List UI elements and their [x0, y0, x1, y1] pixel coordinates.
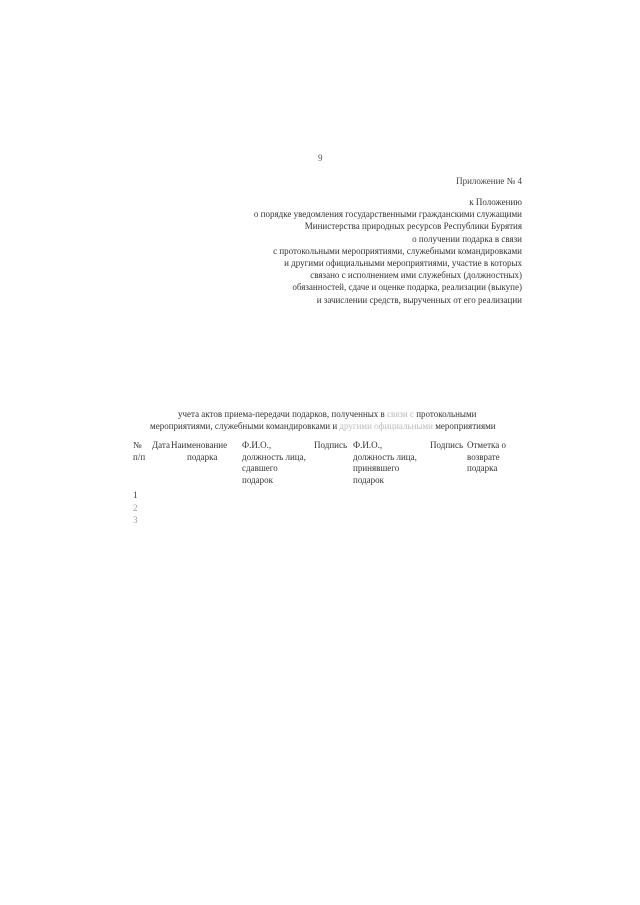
col-receiver-line: подарок	[353, 474, 385, 485]
title-text: мероприятиями, служебными командировками и	[150, 421, 338, 431]
col-giver-line: подарок	[242, 474, 274, 485]
col-number-line: п/п	[133, 451, 146, 462]
header-line: Министерства природных ресурсов Республики Бурятия	[304, 221, 522, 232]
col-signature-1	[314, 440, 347, 452]
page-number: 9	[318, 153, 323, 163]
header-line: и зачислении средств, вырученных от его реализации	[316, 294, 522, 305]
col-giver	[242, 440, 306, 486]
col-number-line: №	[133, 440, 142, 450]
col-date-line: Дата	[152, 440, 170, 450]
header-line: к Положению	[469, 197, 522, 207]
header-line: о порядке уведомления государственными гражданскими служащими	[253, 209, 522, 220]
col-signature-1-line: Подпись	[314, 440, 348, 450]
header-line: обязанностей, сдаче и оценке подарка, реализации (выкупе)	[292, 282, 522, 293]
col-return-mark-line: возврате	[467, 451, 500, 462]
header-block	[202, 196, 522, 306]
col-signature-2-line: Подпись	[430, 440, 464, 450]
col-receiver	[353, 440, 417, 486]
col-receiver-line: Ф.И.О.,	[353, 440, 383, 450]
title-line-1	[150, 408, 520, 420]
title-text: учета актов приема-передачи подарков, полученных в	[178, 409, 385, 419]
table-header	[0, 440, 640, 500]
col-return-mark-line: Отметка о	[467, 440, 507, 450]
title-text: мероприятиями	[435, 421, 496, 431]
col-giver-line: сдавшего	[242, 463, 278, 473]
title-faint-text: другими официальными	[339, 421, 433, 431]
header-line: и другими официальными мероприятиями, участие в которых	[284, 258, 522, 269]
col-gift-name-line: Наименование	[171, 440, 228, 450]
header-line: связано с исполнением ими служебных (должностных)	[310, 270, 522, 281]
col-receiver-line: принявшего	[353, 463, 400, 473]
col-giver-line: Ф.И.О.,	[242, 440, 272, 450]
header-line: о получении подарка в связи	[412, 233, 522, 244]
title-line-2	[150, 420, 520, 432]
header-line: с протокольными мероприятиями, служебными командировками	[273, 245, 522, 256]
title-text: протокольными	[416, 409, 477, 419]
col-return-mark	[467, 440, 506, 475]
annex-label: Приложение № 4	[456, 176, 522, 186]
col-date	[152, 440, 170, 452]
col-giver-line: должность лица,	[242, 451, 306, 462]
col-receiver-line: должность лица,	[353, 451, 417, 462]
col-number	[133, 440, 145, 463]
col-return-mark-line: подарка	[467, 463, 498, 473]
table-row-number: 1	[133, 490, 138, 500]
col-signature-2	[430, 440, 463, 452]
table-row-number: 2	[133, 503, 138, 513]
col-gift-name	[171, 440, 227, 463]
journal-title	[150, 408, 520, 432]
table-row-number: 3	[133, 515, 138, 525]
col-gift-name-line: подарка	[187, 451, 218, 462]
title-faint-text: связи с	[387, 409, 414, 419]
